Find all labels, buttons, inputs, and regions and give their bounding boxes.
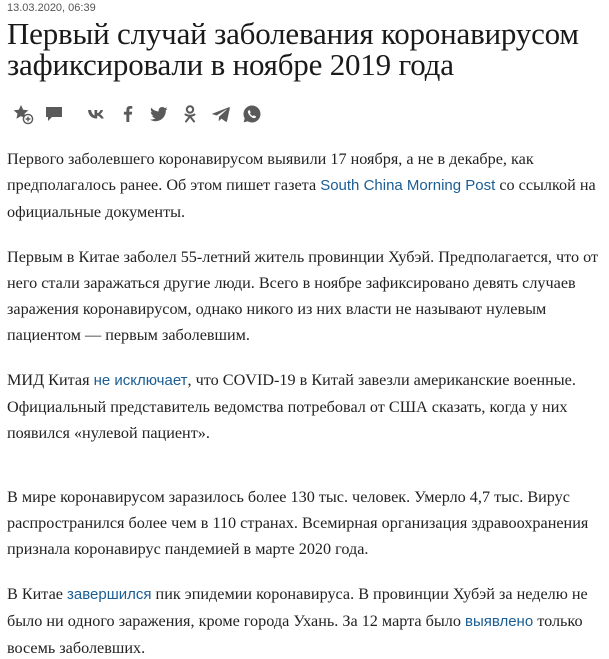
does-not-exclude-link[interactable]: не исключает bbox=[93, 372, 188, 389]
twitter-icon[interactable] bbox=[148, 103, 170, 125]
article-headline: Первый случай заболевания коронавирусом зафиксировали в ноябре 2019 года bbox=[7, 16, 579, 82]
publish-dateline: 13.03.2020, 06:39 bbox=[7, 2, 96, 14]
comments-icon[interactable] bbox=[43, 103, 65, 125]
article-page bbox=[0, 1, 609, 659]
article-body bbox=[7, 146, 605, 659]
article-paragraph: Первого заболевшего коронавирусом выявили 17 ноября, а не в декабре, как предполагалось ранее. Об этом пишет газета South China Morning Post со ссылкой на официальные документы. bbox=[7, 150, 596, 221]
share-bar bbox=[7, 102, 605, 126]
article-paragraph: В мире коронавирусом заразилось более 130 тыс. человек. Умерло 4,7 тыс. Вирус распространился более чем в 110 странах. Всемирная организация здравоохранения признала коронавирус пандемией в марте 2020 года. bbox=[7, 488, 589, 558]
favorite-add-icon[interactable] bbox=[12, 103, 34, 125]
article-paragraph: В Китае завершился пик эпидемии коронавируса. В провинции Хубэй за неделю не было ни одного заражения, кроме города Ухань. За 12 марта было выявлено только восемь заболевших. bbox=[7, 585, 588, 657]
detected-link[interactable]: выявлено bbox=[464, 613, 534, 630]
vk-icon[interactable] bbox=[86, 103, 108, 125]
article-paragraph: МИД Китая не исключает, что COVID-19 в Китай завезли американские военные. Официальный представитель ведомства потребовал от США сказать, когда у них появился «нулевой пациент». bbox=[7, 371, 576, 442]
telegram-icon[interactable] bbox=[210, 103, 232, 125]
facebook-icon[interactable] bbox=[117, 103, 139, 125]
whatsapp-icon[interactable] bbox=[241, 103, 263, 125]
south-china-morning-post-link[interactable]: South China Morning Post bbox=[320, 177, 496, 194]
odnoklassniki-icon[interactable] bbox=[179, 103, 201, 125]
article-paragraph: Первым в Китае заболел 55-летний житель провинции Хубэй. Предполагается, что от него стали заражаться другие люди. Всего в ноябре зафиксировано девять случаев заражения коронавирусом, однако никого из них власти не называют нулевым пациентом — первым заболевшим. bbox=[7, 248, 599, 344]
ended-link[interactable]: завершился bbox=[67, 586, 152, 603]
